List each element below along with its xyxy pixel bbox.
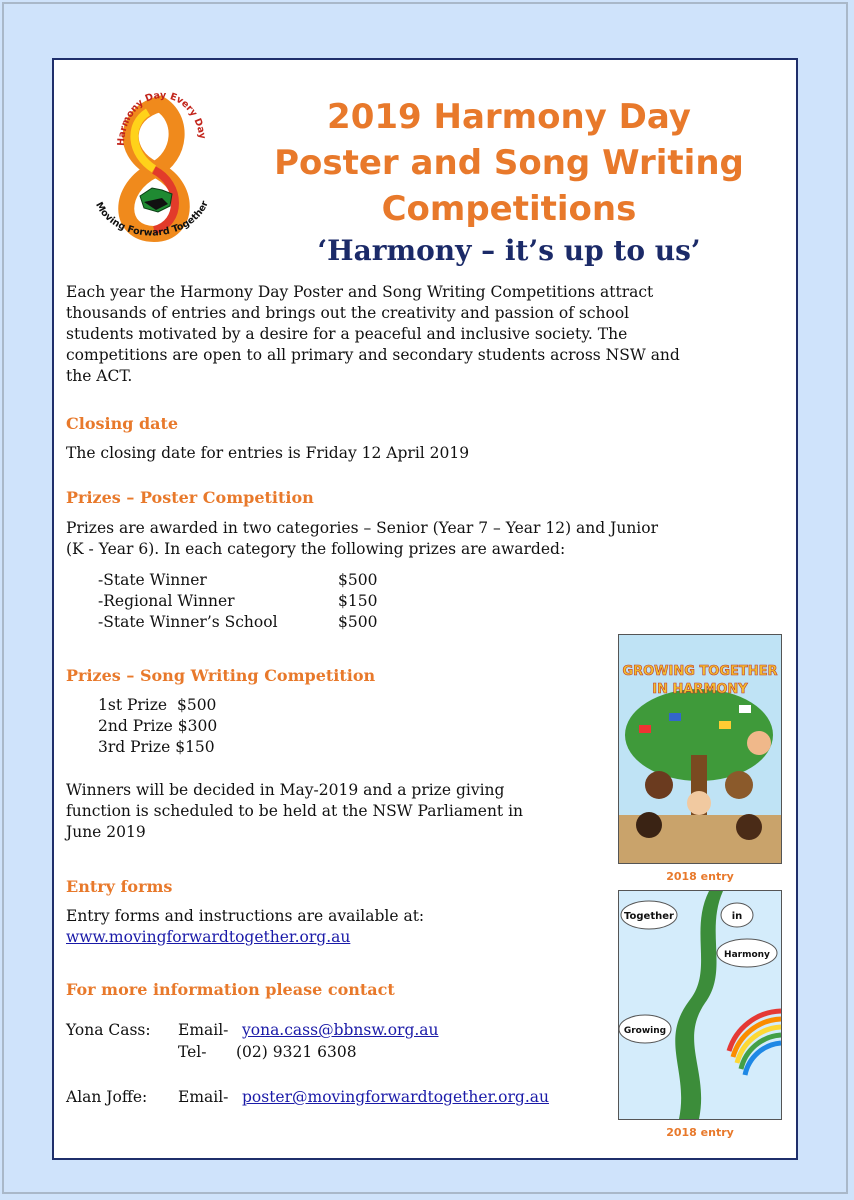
- poster-1-title-line-1: GROWING TOGETHER: [622, 664, 778, 679]
- prize-label: 3rd Prize: [98, 738, 171, 756]
- poster-2-word-2: in: [731, 911, 743, 922]
- contact-person-1-name: Yona Cass:: [66, 1021, 151, 1039]
- title-line-1: 2019 Harmony Day: [327, 97, 691, 137]
- intro-line: Each year the Harmony Day Poster and Song Writing Competitions attract: [66, 283, 654, 301]
- prize-label: -Regional Winner: [98, 592, 235, 610]
- poster-1-artwork: [619, 635, 781, 863]
- contact-heading: For more information please contact: [66, 980, 395, 999]
- prize-amount: $300: [177, 717, 218, 735]
- contact-person-2-name: Alan Joffe:: [66, 1088, 148, 1106]
- intro-line: students motivated by a desire for a peaceful and inclusive society. The: [66, 325, 628, 343]
- title-line-2: Poster and Song Writing: [274, 143, 744, 183]
- prize-label: -State Winner’s School: [98, 613, 278, 631]
- poster-prizes-line: (K - Year 6). In each category the following prizes are awarded:: [66, 540, 566, 558]
- poster-2-artwork: [619, 891, 781, 1119]
- contact-person-2-email[interactable]: poster@movingforwardtogether.org.au: [242, 1088, 549, 1106]
- prize-amount: $150: [175, 738, 215, 756]
- song-prize-row: [98, 716, 217, 737]
- song-prizes-heading: Prizes – Song Writing Competition: [66, 666, 376, 685]
- contact-person-1-tel: (02) 9321 6308: [236, 1043, 357, 1061]
- harmony-day-logo: [82, 84, 222, 254]
- winners-line: function is scheduled to be held at the NSW Parliament in: [66, 802, 524, 820]
- winners-line: June 2019: [66, 823, 146, 841]
- prize-label: 1st Prize: [98, 696, 168, 714]
- song-prize-row: [98, 695, 217, 716]
- poster-2-word-4: Growing: [623, 1026, 667, 1036]
- winners-line: Winners will be decided in May-2019 and a prize giving: [66, 781, 505, 799]
- tagline: ‘Harmony – it’s up to us’: [317, 234, 701, 267]
- poster-1-caption: 2018 entry: [666, 870, 734, 883]
- poster-prizes-heading: Prizes – Poster Competition: [66, 488, 314, 507]
- poster-prizes-text: [66, 518, 786, 560]
- poster-image-2018-together-in-harmony: [618, 890, 782, 1120]
- entry-forms-heading: Entry forms: [66, 877, 173, 896]
- poster-prize-row: [98, 591, 377, 612]
- intro-line: thousands of entries and brings out the creativity and passion of school: [66, 304, 630, 322]
- poster-prize-row: [98, 612, 377, 633]
- intro-paragraph: [66, 282, 786, 387]
- prize-amount: $500: [338, 571, 378, 589]
- entry-forms-text: Entry forms and instructions are available at:: [66, 907, 425, 925]
- intro-line: competitions are open to all primary and secondary students across NSW and: [66, 346, 680, 364]
- song-prize-row: [98, 737, 217, 758]
- intro-line: the ACT.: [66, 367, 133, 385]
- poster-image-2018-growing-together: [618, 634, 782, 864]
- closing-date-text: The closing date for entries is Friday 12 April 2019: [66, 444, 470, 462]
- prize-label: -State Winner: [98, 571, 207, 589]
- contact-person-2-email-label: Email-: [178, 1088, 229, 1106]
- winners-paragraph: [66, 780, 606, 843]
- contact-person-1-tel-label: Tel-: [178, 1043, 207, 1061]
- poster-prize-list: [98, 570, 377, 633]
- poster-prizes-line: Prizes are awarded in two categories – Senior (Year 7 – Year 12) and Junior: [66, 519, 658, 537]
- logo-arc-bottom-text: Moving Forward Together: [93, 199, 211, 239]
- song-prize-list: [98, 695, 217, 758]
- prize-amount: $500: [176, 696, 217, 714]
- prize-amount: $150: [338, 592, 378, 610]
- poster-1-title-line-2: IN HARMONY: [652, 682, 748, 697]
- title-line-3: Competitions: [381, 189, 637, 229]
- entry-forms-link[interactable]: www.movingforwardtogether.org.au: [66, 928, 351, 946]
- contact-person-1-email[interactable]: yona.cass@bbnsw.org.au: [242, 1021, 439, 1039]
- contact-person-1-email-label: Email-: [178, 1021, 229, 1039]
- prize-amount: $500: [338, 613, 378, 631]
- logo-arc-top-text: Harmony Day Every Day: [115, 89, 208, 147]
- poster-2-word-3: Harmony: [724, 950, 770, 960]
- prize-label: 2nd Prize: [98, 717, 173, 735]
- closing-date-heading: Closing date: [66, 414, 179, 433]
- flyer-page: [52, 58, 798, 1160]
- poster-2-word-1: Together: [624, 911, 674, 922]
- poster-prize-row: [98, 570, 377, 591]
- poster-2-caption: 2018 entry: [666, 1126, 734, 1139]
